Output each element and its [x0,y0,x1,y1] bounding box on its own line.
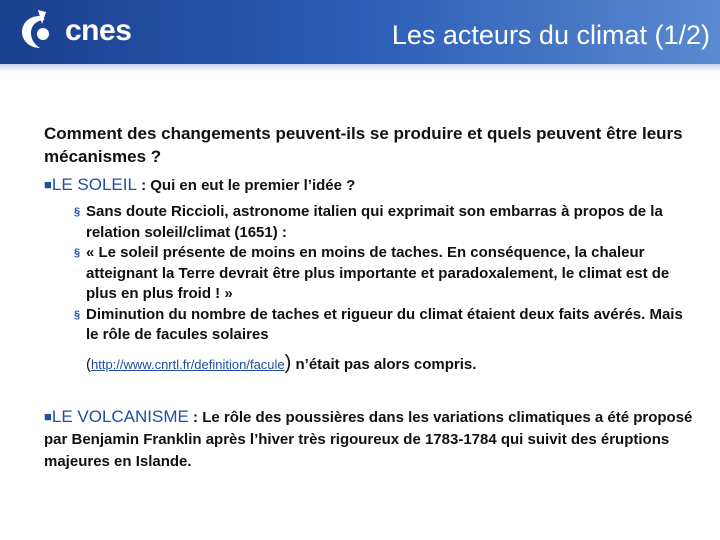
bullet-text: Sans doute Riccioli, astronome italien qui exprimait son embarras à propos de la relation soleil/climat (1651) : [86,203,663,241]
list-item [74,305,694,346]
close-paren: ) [284,351,292,374]
soleil-keyword: LE SOLEIL [51,175,137,194]
list-item [74,202,694,243]
section-soleil-heading [44,173,694,197]
slide-title: Les acteurs du climat (1/2) [391,20,710,50]
open-paren: ( [86,355,91,373]
square-bullet-icon: ■ [44,177,52,192]
header-band [0,0,720,64]
section-bullet-icon: § [74,206,81,218]
facule-link[interactable]: http://www.cnrtl.fr/definition/facule [91,356,285,372]
soleil-lead: : Qui en eut le premier l’idée ? [136,177,356,194]
cnes-swirl-icon [18,10,62,52]
intro-question: Comment des changements peuvent-ils se produire et quels peuvent être leurs mécanismes ? [44,124,683,166]
link-tail-text: n’était pas alors compris. [291,355,477,373]
bullet-text: « Le soleil présente de moins en moins de taches. En conséquence, la chaleur atteignant la Terre devrait être plus importante et paradoxalement, le climat est de plus en plus froid ! » [86,244,670,302]
slide-body [44,122,694,488]
facule-link-line [86,352,694,376]
square-bullet-icon: ■ [44,408,52,424]
section-volcanisme [44,406,694,473]
header-shadow [0,64,720,72]
cnes-logo [18,10,138,52]
list-item [74,243,694,305]
bullet-text: Diminution du nombre de taches et rigueur du climat étaient deux faits avérés. Mais le rôle de facules solaires [86,305,683,343]
logo-text: cnes [65,14,132,47]
section-bullet-icon: § [74,308,81,321]
volcanisme-text: : Le rôle des poussières dans les variations climatiques a été proposé par Benjamin Franklin après l’hiver très rigoureux de 1783-1784 qui suivit des éruptions majeures en Islande. [44,408,693,470]
volcanisme-keyword: LE VOLCANISME [51,406,189,426]
section-bullet-icon: § [74,247,81,259]
soleil-bullet-list [44,202,694,346]
